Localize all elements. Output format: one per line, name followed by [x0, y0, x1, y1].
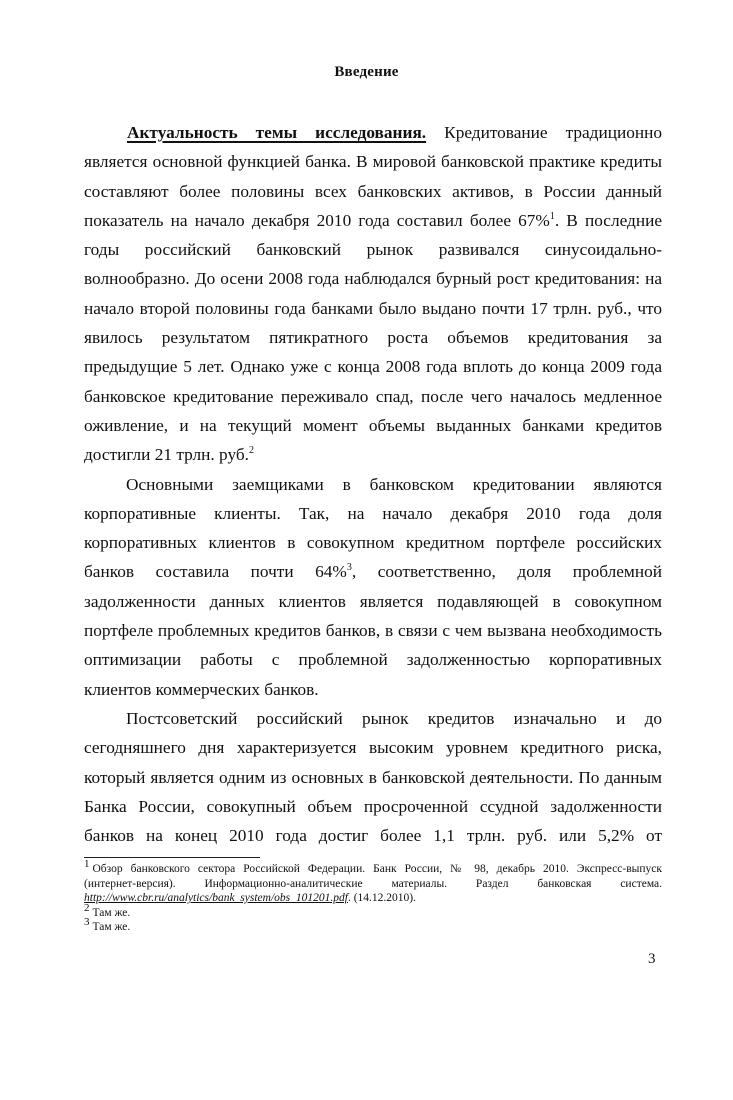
footnote-3 [84, 916, 662, 935]
paragraph-2-line-2: корпоративные клиенты. Так, на начало декабря 2010 года доля [84, 503, 662, 523]
paragraph-2-line-3: корпоративных клиентов в совокупном кредитном портфеле российских [84, 533, 662, 553]
footnote-1-line-2: (интернет-версия). Информационно-аналитические материалы. Раздел банковская система. [84, 877, 662, 890]
paragraph-1-line-6: волнообразно. До осени 2008 года наблюдался бурный рост кредитования: на [84, 269, 662, 289]
paragraph-2-line-1: Основными заемщиками в банковском кредитовании являются [126, 474, 662, 494]
paragraph-1-line-9: предыдущие 5 лет. Однако уже с конца 2008 года вплоть до конца 2009 года [84, 357, 662, 377]
footnote-text: Там же. [92, 906, 131, 919]
footnote-date: . (14.12.2010). [347, 892, 417, 904]
footnote-1-line-3 [84, 891, 662, 906]
paragraph-1-line-10: банковское кредитование переживало спад, после чего началось медленное [84, 386, 662, 406]
section-heading-relevance: Актуальность темы исследования. [127, 123, 427, 142]
main-text [84, 118, 662, 850]
paragraph-1-line-4 [84, 206, 662, 235]
paragraph-1-line-11: оживление, и на текущий момент объемы выданных банками кредитов [84, 415, 662, 435]
footnote-2 [84, 901, 662, 921]
paragraph-3-line-3: который является одним из основных в банковской деятельности. По данным [84, 767, 662, 787]
footnote-separator [84, 857, 260, 858]
footnote-mark-2: 2 [84, 901, 90, 914]
paragraph-1-line-7: начало второй половины года банками было выдано почти 17 трлн. руб., что [84, 298, 662, 318]
footnote-text: Обзор банковского сектора Российской Федерации. Банк России, № 98, декабрь 2010. Экспресс-выпуск [92, 863, 662, 875]
page-number: 3 [648, 951, 656, 967]
text-run: показатель на начало декабря 2010 года составил более 67% [84, 210, 550, 230]
page-title: Введение [334, 64, 399, 80]
text-run: , соответственно, доля проблемной [351, 562, 662, 582]
text-run: достигли 21 трлн. руб. [84, 445, 249, 465]
paragraph-1-line-12 [84, 440, 662, 469]
paragraph-3-line-5: банков на конец 2010 года достиг более 1,1 трлн. руб. или 5,2% от [84, 826, 662, 846]
footnote-mark-1: 1 [84, 858, 90, 871]
text-run: . В последние [554, 210, 662, 230]
paragraph-1-line-5: годы российский банковский рынок развивался синусоидально- [84, 240, 662, 260]
paragraph-3-line-4: Банка России, совокупный объем просроченной ссудной задолженности [84, 796, 662, 816]
footnote-ref-2: 2 [248, 445, 254, 457]
footnote-link[interactable]: http://www.cbr.ru/analytics/bank_system/obs_101201.pdf [84, 892, 348, 904]
text-run: банков составила почти 64% [84, 562, 347, 582]
footnote-ref-1: 1 [549, 211, 555, 223]
paragraph-1-line-2: является основной функцией банка. В мировой банковской практике кредиты [84, 152, 662, 172]
paragraph-2-line-5: задолженности данных клиентов является подавляющей в совокупном [84, 591, 662, 611]
paragraph-3-line-1: Постсоветский российский рынок кредитов изначально и до [126, 708, 662, 728]
paragraph-2-line-8: клиентов коммерческих банков. [84, 679, 319, 699]
paragraph-1-line-3: составляют более половины всех банковских активов, в России данный [84, 181, 662, 201]
paragraph-1-line-1 [84, 118, 662, 147]
paragraph-2-line-4 [84, 557, 662, 586]
paragraph-2-line-6: портфеле проблемных кредитов банков, в связи с чем вызвана необходимость [84, 621, 662, 641]
footnotes [84, 858, 662, 935]
footnote-mark-3: 3 [84, 916, 90, 929]
footnote-ref-3: 3 [346, 562, 352, 574]
text-run: Кредитование традиционно [426, 123, 662, 142]
footnote-text: Там же. [92, 921, 131, 933]
paragraph-3-line-2: сегодняшнего дня характеризуется высоким уровнем кредитного риска, [84, 738, 662, 758]
paragraph-1-line-8: явилось результатом пятикратного роста объемов кредитования за [84, 328, 662, 348]
paragraph-2-line-7: оптимизации работы с проблемной задолженностью корпоративных [84, 650, 662, 670]
footnote-1-line-1 [84, 858, 662, 877]
